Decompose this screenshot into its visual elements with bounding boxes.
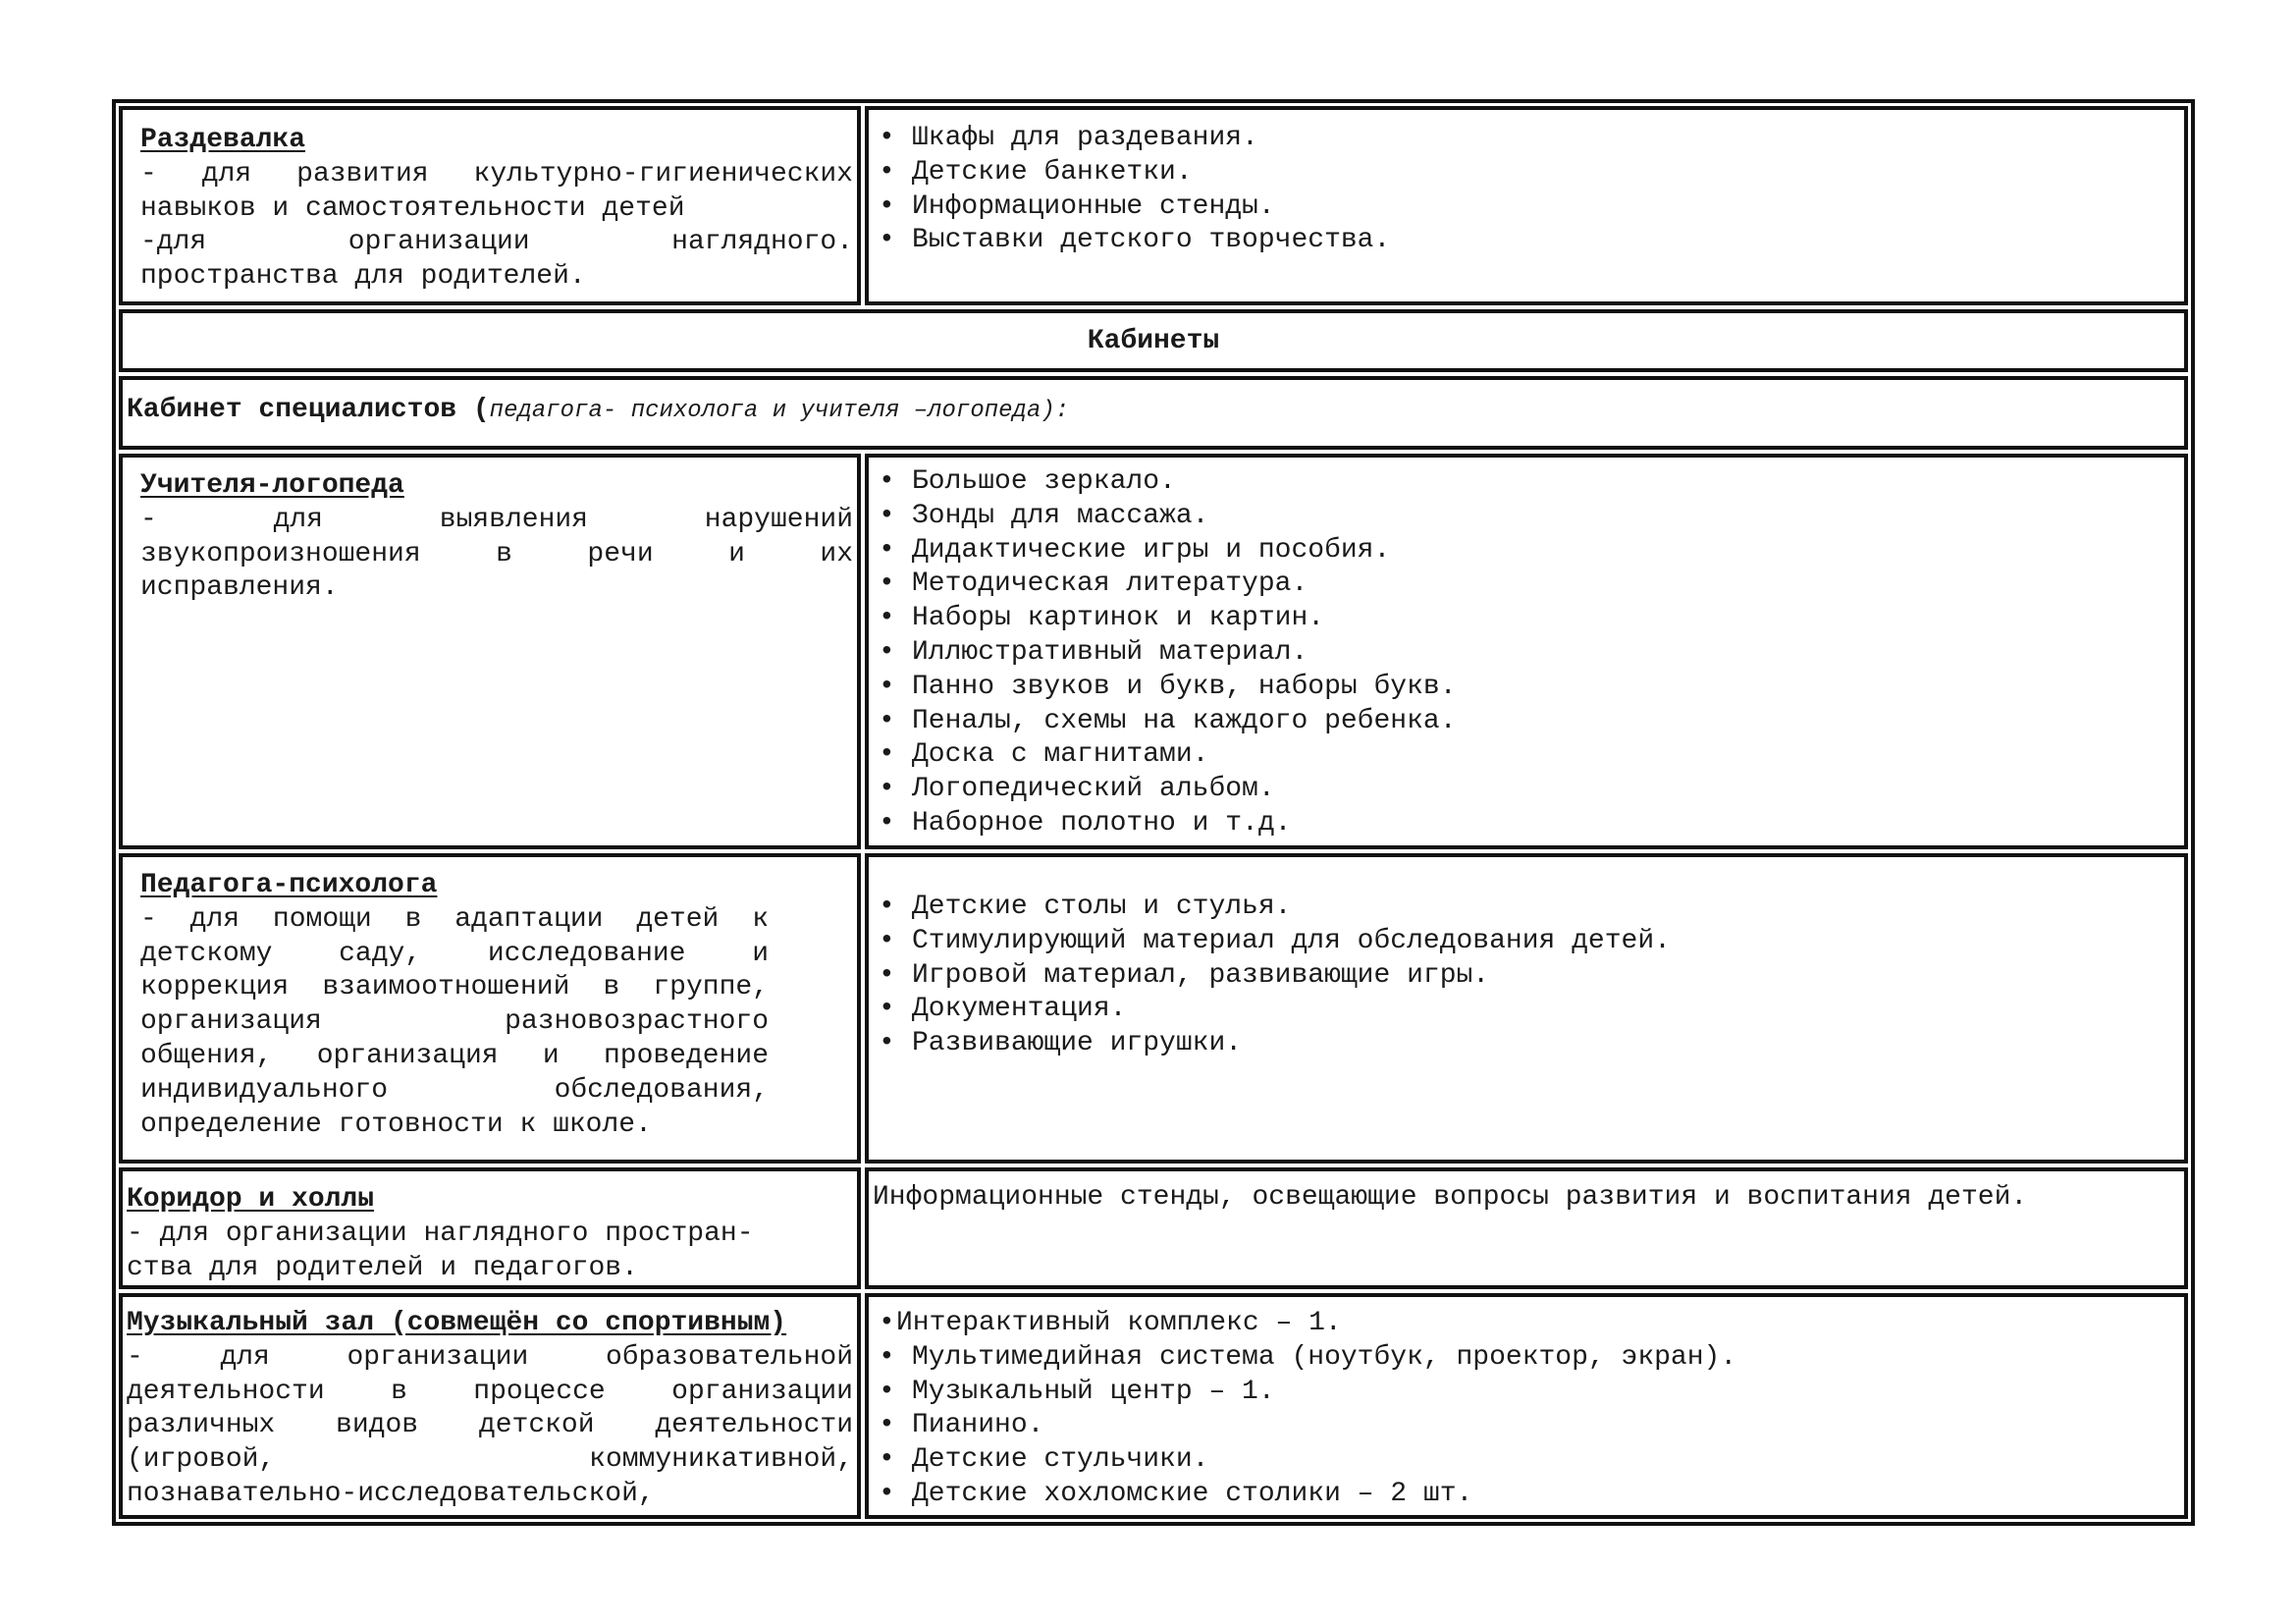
speech-therapist-title: Учителя-логопеда [140, 470, 404, 501]
psychologist-line: организация разновозрастного [140, 1006, 769, 1038]
table-row [119, 454, 2188, 849]
list-item: • Выставки детского творчества. [879, 224, 2184, 258]
list-item: • Пианино. [879, 1409, 2184, 1443]
cloakroom-line: пространства для родителей. [140, 261, 586, 293]
list-item: • Шкафы для раздевания. [879, 122, 2184, 156]
section-header-label: Кабинеты [1087, 326, 1220, 356]
list-item: • Большое зеркало. [879, 465, 2184, 500]
cloakroom-title: Раздевалка [140, 125, 306, 155]
psychologist-title: Педагога-психолога [140, 870, 438, 900]
corridor-items [865, 1167, 2188, 1289]
list-item: • Логопедический альбом. [879, 773, 2184, 807]
psychologist-description [119, 853, 861, 1164]
section-header [119, 309, 2188, 372]
speech-therapist-line: звукопроизношения в речи и их [140, 538, 853, 569]
psychologist-items [865, 853, 2188, 1164]
list-item: • Музыкальный центр – 1. [879, 1376, 2184, 1410]
speech-therapist-line: - для выявления нарушений [140, 504, 853, 535]
list-item: • Методическая литература. [879, 568, 2184, 602]
list-item: • Панно звуков и букв, наборы букв. [879, 671, 2184, 705]
list-item: • Детские банкетки. [879, 156, 2184, 190]
list-item: • Наборное полотно и т.д. [879, 807, 2184, 841]
specialists-title: Кабинет специалистов ( [127, 395, 490, 425]
table-row [119, 309, 2188, 372]
psychologist-line: общения, организация и проведение [140, 1040, 769, 1071]
specialists-note: педагога- психолога и учителя –логопеда): [489, 398, 1070, 424]
list-item: • Мультимедийная система (ноутбук, проектор, экран). [879, 1341, 2184, 1376]
music-hall-description [119, 1293, 861, 1519]
corridor-line: ства для родителей и педагогов. [127, 1252, 638, 1283]
equipment-table [112, 99, 2195, 1526]
psychologist-line: определение готовности к школе. [140, 1109, 652, 1140]
list-item: • Детские хохломские столики – 2 шт. [879, 1478, 2184, 1512]
list-item: • Интерактивный комплекс – 1. [879, 1307, 2184, 1341]
list-item: • Информационные стенды. [879, 190, 2184, 225]
list-item: • Игровой материал, развивающие игры. [879, 959, 2184, 994]
music-hall-title: Музыкальный зал (совмещён со спортивным) [127, 1308, 787, 1338]
list-item: • Дидактические игры и пособия. [879, 534, 2184, 568]
corridor-title: Коридор и холлы [127, 1184, 375, 1215]
list-item: • Иллюстративный материал. [879, 636, 2184, 671]
music-hall-line: деятельности в процессе организации [127, 1376, 853, 1407]
corridor-line: - для организации наглядного простран- [127, 1218, 754, 1249]
list-item: • Доска с магнитами. [879, 738, 2184, 773]
specialists-header [119, 376, 2188, 450]
corridor-description [119, 1167, 861, 1289]
table-row [119, 853, 2188, 1164]
list-item: • Детские стульчики. [879, 1443, 2184, 1478]
music-hall-line: познавательно-исследовательской, [127, 1478, 655, 1509]
speech-therapist-description [119, 454, 861, 849]
music-hall-line: - для организации образовательной [127, 1341, 853, 1373]
psychologist-line: - для помощи в адаптации детей к [140, 903, 769, 935]
psychologist-line: индивидуального обследования, [140, 1074, 769, 1106]
list-item: • Стимулирующий материал для обследования детей. [879, 925, 2184, 959]
list-item: • Наборы картинок и картин. [879, 602, 2184, 636]
list-item: • Пеналы, схемы на каждого ребенка. [879, 705, 2184, 739]
music-hall-items [865, 1293, 2188, 1519]
table-row [119, 1167, 2188, 1289]
speech-therapist-items [865, 454, 2188, 849]
cloakroom-line: навыков и самостоятельности детей [140, 192, 685, 224]
music-hall-line: различных видов детской деятельности [127, 1410, 853, 1441]
music-hall-line: (игровой, коммуникативной, [127, 1444, 853, 1476]
speech-therapist-line: исправления. [140, 572, 339, 604]
cloakroom-items [865, 106, 2188, 305]
cloakroom-line: - для развития культурно-гигиенических [140, 158, 853, 189]
list-item: • Документация. [879, 993, 2184, 1027]
cloakroom-line: -для организации наглядного. [140, 227, 853, 258]
psychologist-line: коррекция взаимоотношений в группе, [140, 972, 769, 1003]
cloakroom-description [119, 106, 861, 305]
list-item: • Развивающие игрушки. [879, 1027, 2184, 1061]
table-row [119, 1293, 2188, 1519]
table-row [119, 376, 2188, 450]
list-item: • Детские столы и стулья. [879, 891, 2184, 925]
corridor-text: Информационные стенды, освещающие вопросы развития и воспитания детей. [873, 1182, 2028, 1213]
table-row [119, 106, 2188, 305]
psychologist-line: детскому саду, исследование и [140, 938, 769, 969]
list-item: • Зонды для массажа. [879, 500, 2184, 534]
